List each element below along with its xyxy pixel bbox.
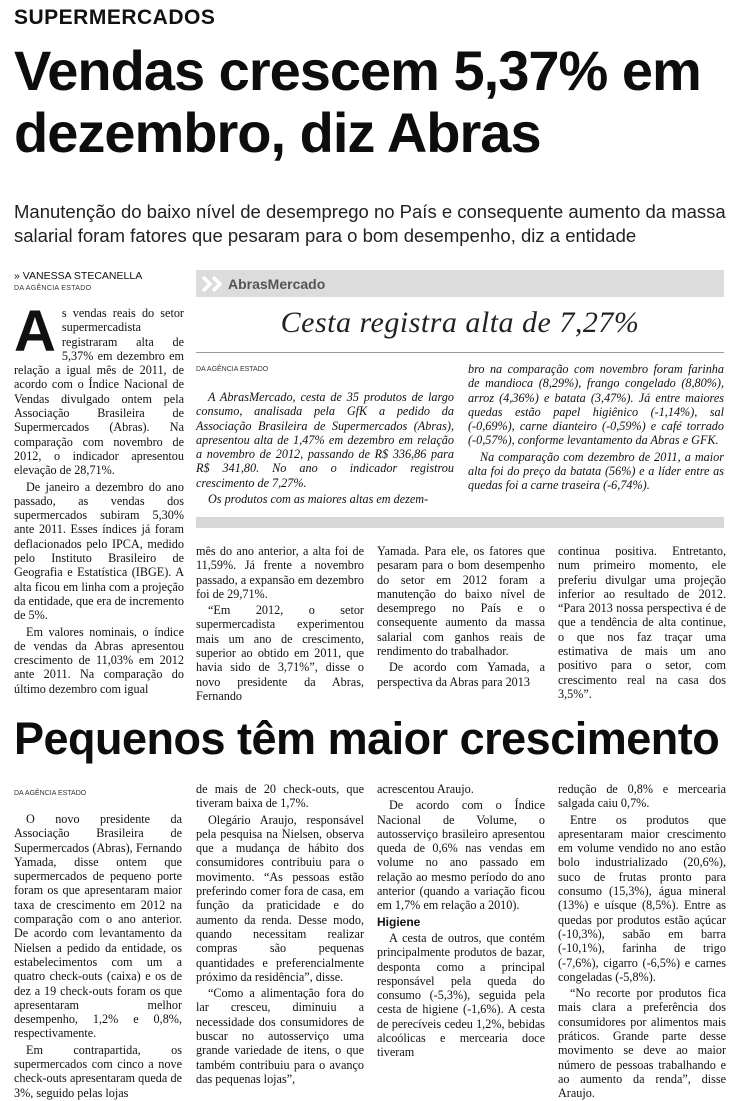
paragraph: Os produtos com as maiores altas em dezem- <box>208 492 429 507</box>
subheadline: Manutenção do baixo nível de desemprego no País e consequente aumento da massa salarial foram fatores que pesaram para o bom desempenho, diz a entidade <box>14 201 726 246</box>
box-label: AbrasMercado <box>228 275 326 292</box>
paragraph: Entre os produtos que apresentaram maior crescimento em volume vendido no ano estão bolo industrializado (20,6%), suco de frutas pronto para consumo (15,3%), água mineral (13%) e uísque (8,5%). Entre as quedas por produtos estão açúcar (-10,3%), sabão em barra (-10,1%), farinha de trigo (-7,6%), cigarro (-6,5%) e carnes congeladas (-5,8%). <box>558 812 726 984</box>
box-header <box>196 270 724 297</box>
paragraph: Olegário Araujo, responsável pela pesquisa na Nielsen, observa que a mudança de hábito dos consumidores contribuiu para o movimento. “As pessoas estão preferindo comer fora de casa, em função da praticidade e do aumento da renda. Desse modo, quando necessitam realizar compras são pequenas quantidades e preferencialmente próximo da residência”, disse. <box>196 812 364 984</box>
paragraph: De acordo com Yamada, a perspectiva da Abras para 2013 <box>377 660 545 689</box>
article2-column-3 <box>377 782 545 1060</box>
paragraph: mês do ano anterior, a alta foi de 11,59%. Já frente a novembro passado, a expansão em dezembro foi de 29,71%. <box>196 544 364 601</box>
article2-headline: Pequenos têm maior crescimento <box>14 713 720 764</box>
article1-column-3 <box>377 544 545 689</box>
box-agency: DA AGÊNCIA ESTADO <box>196 366 269 373</box>
paragraph: “No recorte por produtos fica mais clara a preferência dos consumidores por alimentos mais práticos. Grande parte desse movimento se deve ao maior número de pessoas trabalhando e ao aumento da renda”, disse Araujo. <box>558 986 726 1101</box>
section-label: SUPERMERCADOS <box>14 6 216 29</box>
article1-column-4 <box>558 544 726 701</box>
main-headline: Vendas crescem 5,37% em dezembro, diz Abras <box>14 39 701 164</box>
box-bottom-bar <box>196 517 724 528</box>
paragraph: bro na comparação com novembro foram farinha de mandioca (8,29%), frango congelado (8,80%), arroz (4,36%) e batata (3,47%). Já entre maiores quedas estão papel higiênico (-1,14%), sal (-0,69%), carne dianteiro (-0,59%) e café torrado (-0,57%), conforme levantamento da Abras e GFK. <box>468 362 724 448</box>
paragraph: O novo presidente da Associação Brasileira de Supermercados (Abras), Fernando Yamada, disse ontem que supermercados de pequeno porte foram os que apresentaram maior taxa de crescimento em 2012 na comparação com o ano anterior. De acordo com levantamento da Nielsen a pedido da entidade, os estabelecimentos com um a quatro check-outs (caixa) e os de dez a 19 check-outs foram os que apresentaram melhor desempenho, 1,2% e 0,8%, respectivamente. <box>14 812 182 1041</box>
box-column-1 <box>196 390 454 506</box>
paragraph: Yamada. Para ele, os fatores que pesaram para o bom desempenho do setor em 2012 foram a manutenção do baixo nível de desemprego no País e o consequente aumento da massa salarial com ganhos reais de rendimento do trabalhador. <box>377 544 545 659</box>
article1-column-1 <box>14 299 184 696</box>
paragraph: De acordo com o Índice Nacional de Volume, o autosserviço brasileiro apresentou queda de 0,6% nas vendas em volume no ano passado em relação ao mesmo período do ano anterior (quando a variação ficou em 1,7% em relação a 2010). <box>377 798 545 913</box>
paragraph: de mais de 20 check-outs, que tiveram baixa de 1,7%. <box>196 782 364 811</box>
paragraph: acrescentou Araujo. <box>377 782 474 796</box>
byline-author: » VANESSA STECANELLA <box>14 270 143 282</box>
box-title: Cesta registra alta de 7,27% <box>280 306 640 339</box>
paragraph: “Em 2012, o setor supermercadista experimentou mais um ano de crescimento, superior ao obtido em 2011, que havia sido de 3,71%”, disse o novo presidente da Abras, Fernando <box>196 603 364 703</box>
paragraph: A AbrasMercado, cesta de 35 produtos de largo consumo, analisada pela GfK a pedido da Associação Brasileira de Supermercados (Abras), apresentou alta de 1,47% em dezembro em relação a novembro de 2012, passando de R$ 336,86 para R$ 341,80. No ano o indicador registrou crescimento de 7,27%. <box>196 390 454 490</box>
paragraph: Na comparação com dezembro de 2011, a maior alta foi do preço da batata (56%) e a líder entre as quedas foi a carne traseira (-6,74%). <box>468 449 724 493</box>
paragraph: “Como a alimentação fora do lar cresceu, diminuiu a necessidade dos consumidores de buscar no autosserviço uma grande variedade de itens, o que também contribuiu para o avanço das pequenas lojas”, <box>196 986 364 1086</box>
paragraph: Em valores nominais, o índice de vendas da Abras apresentou crescimento de 11,03% em 2012 ante 2011. Na comparação do último dezembro com igual <box>14 624 184 696</box>
paragraph: redução de 0,8% e mercearia salgada caiu 0,7%. <box>558 782 726 811</box>
box-divider <box>196 352 724 353</box>
paragraph: continua positiva. Entretanto, num primeiro momento, ele preferiu divulgar uma projeção inferior ao resultado de 2012. “Para 2013 nossa perspectiva é de que a tendência de alta continue, o que nos faz traçar uma estimativa de mais um ano positivo para o setor, com crescimento real na casa dos 3,5%”. <box>558 544 726 701</box>
paragraph: De janeiro a dezembro do ano passado, as vendas dos supermercados subiram 5,30% ante 2011. Esses índices já foram deflacionados pelo IPCA, medido pelo Instituto Brasileiro de Geografia e Estatística (IBGE). A alta ficou em linha com a projeção da entidade, que era de incremento de 5%. <box>14 479 184 623</box>
paragraph: A cesta de outros, que contém principalmente produtos de bazar, desponta como a principal responsável pela queda do consumo (-5,3%), seguida pela cesta de higiene (-1,6%). A cesta de perecíveis cedeu 1,2%, bebidas alcoólicas e mercearia doce tiveram <box>377 930 545 1060</box>
drop-cap: A <box>14 299 56 364</box>
double-chevron-right-icon <box>200 270 226 297</box>
paragraph: Em contrapartida, os supermercados com cinco a nove check-outs apresentaram queda de 3%, seguido pelas lojas <box>14 1042 182 1100</box>
paragraph: s vendas reais do setor supermercadista registraram alta de 5,37% em dezembro em relação a igual mês de 2011, de acordo com o Índice Nacional de Vendas divulgado ontem pela Associação Brasileira de Supermercados (Abras). Na comparação com novembro de 2012, o indicador apresentou elevação de 28,71%. <box>14 306 184 478</box>
box-column-2 <box>468 362 724 493</box>
article2-column-4 <box>558 782 726 1101</box>
article2-column-1 <box>14 812 182 1100</box>
article1-column-2 <box>196 544 364 703</box>
article2-column-2 <box>196 782 364 1086</box>
subhead-higiene: Higiene <box>377 914 421 929</box>
byline-agency: DA AGÊNCIA ESTADO <box>14 285 92 292</box>
article2-agency: DA AGÊNCIA ESTADO <box>14 790 87 797</box>
